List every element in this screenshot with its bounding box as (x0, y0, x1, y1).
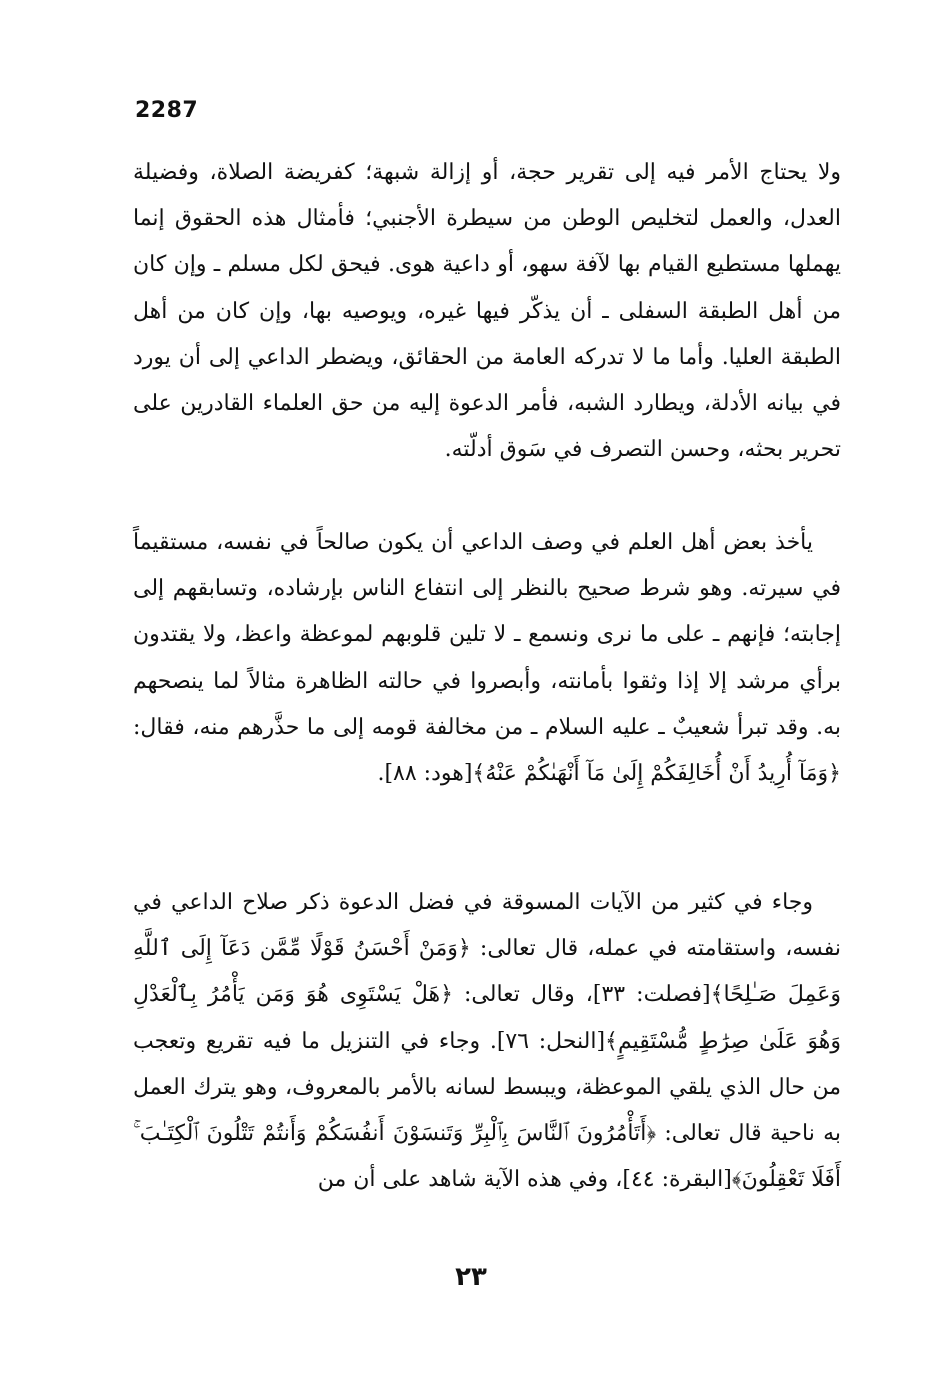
paragraph-2-text: يأخذ بعض أهل العلم في وصف الداعي أن يكون صالحاً في نفسه، مستقيماً في سيرته. وهو شرط صحيح بالنظر إلى انتفاع الناس بإرشاده، وتسابقهم إلى إجابته؛ فإنهم ـ على ما نرى ونسمع ـ لا تلين قلوبهم لموعظة واعظ، ولا يقتدون برأي مرشد إلا إذا وثقوا بأمانته، وأبصروا في حالته الظاهرة مثالاً لما ينصحهم به. وقد تبرأ شعيبٌ ـ عليه السلام ـ من مخالفة قومه إلى ما حذَّرهم منه، فقال: ﴿وَمَآ أُرِيدُ أَنْ أُخَالِفَكُمْ إِلَىٰ مَآ أَنْهَىٰكُمْ عَنْهُ﴾[هود: ٨٨]. (133, 530, 841, 787)
page-id: 2287 (135, 98, 199, 123)
paragraph-3 (133, 880, 841, 1203)
paragraph-1 (133, 150, 841, 473)
page-number: ٢٣ (455, 1262, 487, 1292)
paragraph-3-text: وجاء في كثير من الآيات المسوقة في فضل الدعوة ذكر صلاح الداعي في نفسه، واستقامته في عمله، قال تعالى: ﴿وَمَنْ أَحْسَنُ قَوْلًا مِّمَّن دَعَآ إِلَى ٱللَّهِ وَعَمِلَ صَـٰلِحًا﴾[فصلت: ٣٣]، وقال تعالى: ﴿هَلْ يَسْتَوِى هُوَ وَمَن يَأْمُرُ بِٱلْعَدْلِ وَهُوَ عَلَىٰ صِرَٰطٍ مُّسْتَقِيمٍ﴾[النحل: ٧٦]. وجاء في التنزيل ما فيه تقريع وتعجب من حال الذي يلقي الموعظة، ويبسط لسانه بالأمر بالمعروف، وهو يترك العمل به ناحية قال تعالى: ﴿أَتَأْمُرُونَ ٱلنَّاسَ بِٱلْبِرِّ وَتَنسَوْنَ أَنفُسَكُمْ وَأَنتُمْ تَتْلُونَ ٱلْكِتَـٰبَ ۚ أَفَلَا تَعْقِلُونَ﴾[البقرة: ٤٤]، وفي هذه الآية شاهد على أن من (133, 890, 841, 1193)
paragraph-1-text: ولا يحتاج الأمر فيه إلى تقرير حجة، أو إزالة شبهة؛ كفريضة الصلاة، وفضيلة العدل، والعمل لتخليص الوطن من سيطرة الأجنبي؛ فأمثال هذه الحقوق إنما يهملها مستطيع القيام بها لآفة سهو، أو داعية هوى. فيحق لكل مسلم ـ وإن كان من أهل الطبقة السفلى ـ أن يذكّر فيها غيره، ويوصيه بها، وإن كان من أهل الطبقة العليا. وأما ما لا تدركه العامة من الحقائق، ويضطر الداعي إلى أن يورد في بيانه الأدلة، ويطارد الشبه، فأمر الدعوة إليه من حق العلماء القادرين على تحرير بحثه، وحسن التصرف في سَوق أدلّته. (133, 160, 841, 463)
paragraph-2 (133, 520, 841, 797)
